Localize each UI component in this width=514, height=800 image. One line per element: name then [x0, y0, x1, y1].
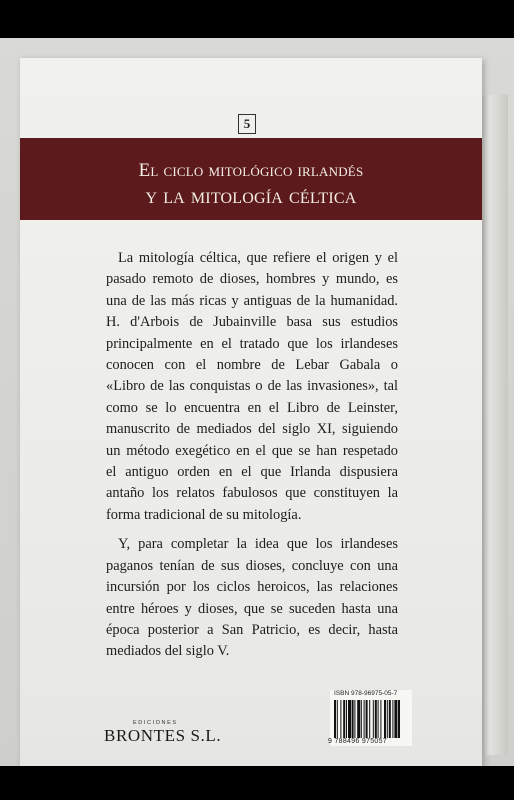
title-line-2: y la mitología céltica: [145, 183, 357, 208]
text-line: entre héroes y dioses, que se suceden hasta una: [106, 600, 398, 617]
title-line-1: El ciclo mitológico irlandés: [138, 160, 364, 181]
text-line: conocen con el nombre de Lebar Gabala o: [106, 357, 398, 374]
volume-number: 5: [238, 114, 256, 134]
isbn-text: ISBN 978-96975-05-7: [334, 690, 398, 697]
text-line: pasado remoto de dioses, hombres y mundo, es: [106, 271, 398, 288]
text-line: como se lo encuentra en el Libro de Leinster,: [106, 399, 398, 416]
text-line: paganos tenían de sus dioses, concluye con una: [106, 557, 398, 574]
text-line: H. d'Arbois de Jubainville basa sus estudios: [106, 314, 398, 331]
text-line: manuscrito de mediados del siglo XI, siguiendo: [106, 421, 398, 438]
text-line: una de las más ricas y antiguas de la humanidad.: [106, 292, 398, 309]
text-line: antaño los relatos fabulosos que constituyen la: [106, 485, 398, 502]
publisher-name: BRONTES S.L.: [104, 726, 222, 745]
text-line: La mitología céltica, que refiere el origen y el: [118, 250, 398, 266]
title-band: [20, 138, 482, 220]
synopsis-text: [106, 248, 398, 663]
barcode-icon: [334, 700, 410, 738]
text-line: Y, para completar la idea que los irlandeses: [118, 536, 398, 553]
book-edge: [478, 94, 508, 755]
text-line: un método exegético en el que se han respetado: [106, 442, 398, 459]
text-line: el antiguo orden en el que Irlanda dispusiera: [106, 464, 398, 481]
text-line: época posterior a San Patricio, es decir, hasta: [106, 621, 398, 638]
text-line: incursión por los ciclos heroicos, las relaciones: [106, 579, 398, 596]
barcode-digits: 9 788496 975057: [328, 738, 387, 745]
text-line: principalmente en el tratado que los irlandeses: [106, 335, 398, 352]
text-line: forma tradicional de su mitología.: [106, 506, 302, 523]
text-line: mediados del siglo V.: [106, 643, 230, 660]
publisher-label: EDICIONES: [133, 720, 178, 726]
text-line: «Libro de las conquistas o de las invasiones», tal: [106, 378, 398, 395]
